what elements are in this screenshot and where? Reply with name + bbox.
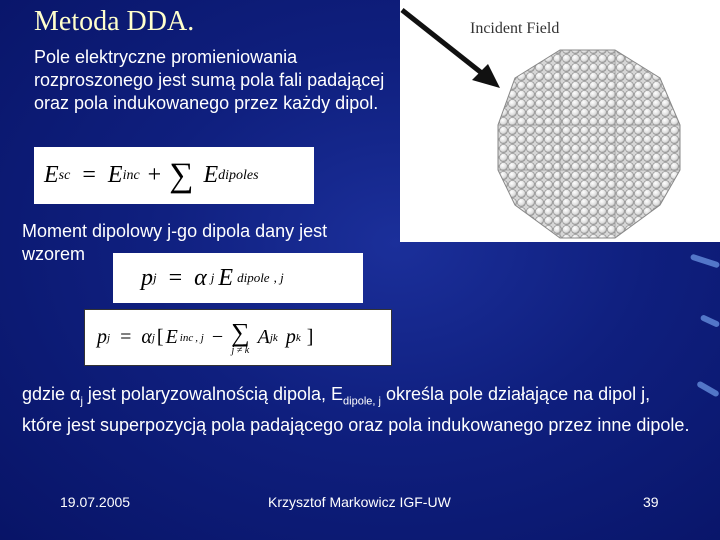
formula-subscript: sc — [58, 167, 71, 183]
decorative-stripe — [696, 380, 720, 397]
formula-subscript: inc — [179, 331, 194, 344]
formula-symbol: α — [194, 264, 207, 291]
figure-label: Incident Field — [470, 20, 560, 37]
text: określa pole działające na dipol j, które jest superpozycją pola padającego oraz pola indukowanego przez inne dipole. — [22, 384, 690, 435]
decorative-stripe — [690, 254, 720, 269]
formula-scattered-field — [34, 147, 314, 204]
formula-symbol: A — [257, 326, 270, 348]
text: gdzie — [22, 384, 71, 404]
footer-page-number: 39 — [643, 494, 659, 510]
formula-dipole-moment — [113, 253, 363, 303]
formula-symbol: E — [165, 326, 178, 348]
formula-operator: = — [82, 162, 96, 188]
decorative-stripe — [700, 314, 720, 328]
alpha-subscript: j — [80, 395, 83, 408]
dipole-sphere-figure — [400, 0, 720, 242]
formula-symbol: E — [44, 162, 59, 188]
formula-symbol: p — [141, 264, 153, 291]
formula-symbol: E — [107, 162, 123, 188]
formula-subscript: k — [295, 331, 301, 344]
formula-operator: = — [120, 326, 132, 348]
formula-subscript: , j — [273, 270, 284, 285]
formula-bracket: [ — [156, 326, 164, 348]
formula-subscript: dipole — [237, 270, 270, 285]
paragraph-scattered-field: Pole elektryczne promieniowania rozproszonego jest sumą pola fali padającej oraz pola indukowanego przez każdy dipol. — [34, 47, 385, 113]
formula-symbol: p — [285, 326, 296, 348]
text: jest polaryzowalnością dipola, E — [82, 384, 344, 404]
formula-subscript: j — [107, 331, 111, 344]
formula-bracket: ] — [306, 326, 314, 348]
formula-subscript: j — [210, 270, 215, 285]
paragraph-explanation — [22, 383, 692, 437]
sum-symbol: ∑ — [231, 317, 250, 347]
formula-symbol: p — [97, 326, 107, 348]
formula-subscript: inc — [122, 167, 140, 183]
footer-date: 19.07.2005 — [60, 494, 131, 510]
sum-group — [231, 317, 250, 356]
formula-subscript: , j — [195, 331, 204, 344]
formula-operator: + — [147, 162, 162, 188]
formula-symbol: E — [203, 162, 219, 188]
formula-subscript: jk — [269, 331, 278, 344]
formula-operator: − — [211, 326, 224, 348]
formula-dipole-moment-expanded — [84, 309, 392, 366]
sphere-illustration — [400, 0, 720, 242]
formula-subscript: j — [151, 331, 155, 344]
formula-subscript: j — [153, 270, 157, 285]
formula-symbol: α — [141, 326, 152, 348]
dipole-sphere — [498, 50, 680, 238]
sum-symbol: ∑ — [169, 156, 194, 194]
slide-title: Metoda DDA. — [34, 6, 195, 37]
incident-field-arrow — [402, 10, 488, 78]
formula-operator: = — [168, 264, 183, 291]
paragraph-dipole-moment: Moment dipolowy j-go dipola dany jest wzorem — [22, 221, 328, 264]
formula-subscript: dipoles — [218, 167, 259, 183]
e-subscript: dipole, j — [343, 395, 381, 408]
formula-symbol: E — [218, 264, 234, 291]
footer-author: Krzysztof Markowicz IGF-UW — [268, 494, 451, 510]
alpha-symbol: α — [70, 384, 81, 404]
sum-condition: j ≠ k — [231, 344, 250, 356]
